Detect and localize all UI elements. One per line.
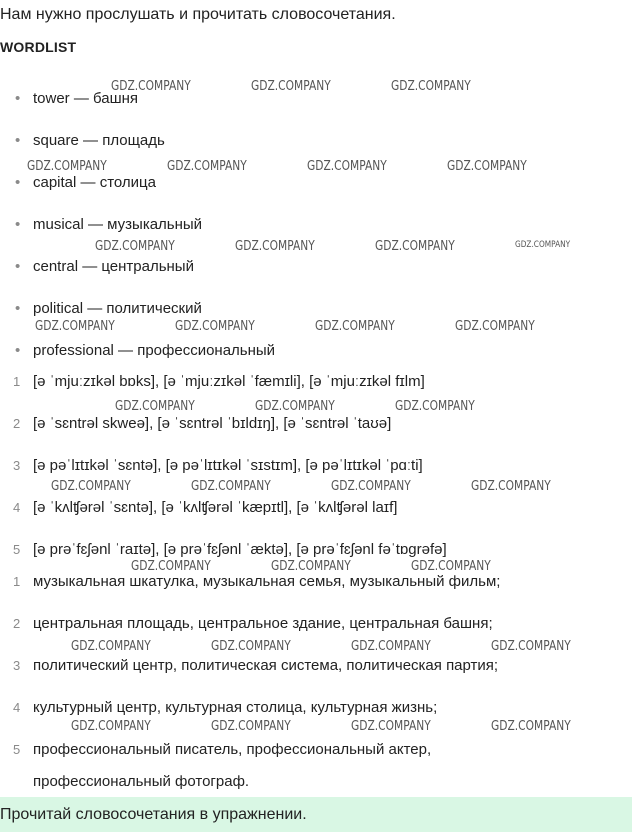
transcription-text: [ə pəˈlɪtɪkəl ˈsɛntə], [ə pəˈlɪtɪkəl ˈsɪstɪm], [ə pəˈlɪtɪkəl ˈpɑːti] [33, 457, 423, 474]
watermark: GDZ.COMPANY [471, 479, 551, 494]
item-number: 3 [13, 658, 21, 673]
transcription-list [0, 371, 632, 581]
bullet: • [15, 258, 21, 275]
watermark: GDZ.COMPANY [515, 240, 571, 250]
footer-text: Прочитай словосочетания в упражнении. [0, 806, 307, 823]
item-number: 1 [13, 574, 21, 589]
item-number: 2 [13, 616, 21, 631]
transcription-text: [ə prəˈfɛʃənl ˈraɪtə], [ə prəˈfɛʃənl ˈæktə], [ə prəˈfɛʃənl fəˈtɒgrəfə] [33, 541, 447, 558]
item-number: 3 [13, 458, 21, 473]
word-pair: professional — профессиональный [33, 342, 276, 359]
watermark: GDZ.COMPANY [51, 479, 131, 494]
bullet: • [15, 90, 21, 107]
wordlist [0, 88, 632, 382]
watermark: GDZ.COMPANY [395, 399, 475, 414]
list-item [0, 298, 632, 340]
watermark: GDZ.COMPANY [447, 159, 527, 174]
item-number: 4 [13, 500, 21, 515]
bullet: • [15, 174, 21, 191]
translation-text: центральная площадь, центральное здание, центральная башня; [33, 615, 493, 632]
watermark: GDZ.COMPANY [95, 239, 175, 254]
transcription-item [0, 413, 632, 455]
word-pair: capital — столица [33, 174, 156, 191]
watermark: GDZ.COMPANY [175, 319, 255, 334]
transcription-text: [ə ˈsɛntrəl skweə], [ə ˈsɛntrəl ˈbɪldɪŋ], [ə ˈsɛntrəl ˈtaʊə] [33, 415, 392, 432]
watermark: GDZ.COMPANY [491, 719, 571, 734]
translation-text: профессиональный писатель, профессиональный актер, [33, 741, 432, 758]
watermark: GDZ.COMPANY [255, 399, 335, 414]
translation-text: политический центр, политическая система, политическая партия; [33, 657, 499, 674]
translation-item [0, 697, 632, 739]
translation-list [0, 571, 632, 781]
watermark: GDZ.COMPANY [27, 159, 107, 174]
transcription-item [0, 497, 632, 539]
watermark: GDZ.COMPANY [331, 479, 411, 494]
watermark: GDZ.COMPANY [271, 559, 351, 574]
word-pair: musical — музыкальный [33, 216, 203, 233]
bullet: • [15, 300, 21, 317]
watermark: GDZ.COMPANY [211, 639, 291, 654]
watermark: GDZ.COMPANY [251, 79, 331, 94]
watermark: GDZ.COMPANY [167, 159, 247, 174]
watermark: GDZ.COMPANY [491, 639, 571, 654]
transcription-item [0, 455, 632, 497]
list-item [0, 256, 632, 298]
list-item [0, 130, 632, 172]
transcription-text: [ə ˈmjuːzɪkəl bɒks], [ə ˈmjuːzɪkəl ˈfæmɪli], [ə ˈmjuːzɪkəl fɪlm] [33, 373, 425, 390]
list-item [0, 172, 632, 214]
transcription-text: [ə ˈkʌlʧərəl ˈsɛntə], [ə ˈkʌlʧərəl ˈkæpɪtl], [ə ˈkʌlʧərəl laɪf] [33, 499, 398, 516]
intro-text: Нам нужно прослушать и прочитать словосочетания. [0, 6, 396, 23]
item-number: 5 [13, 542, 21, 557]
word-pair: central — центральный [33, 258, 194, 275]
item-number: 4 [13, 700, 21, 715]
item-number: 1 [13, 374, 21, 389]
translation-text: культурный центр, культурная столица, культурная жизнь; [33, 699, 438, 716]
bullet: • [15, 132, 21, 149]
watermark: GDZ.COMPANY [191, 479, 271, 494]
watermark: GDZ.COMPANY [455, 319, 535, 334]
translation-item [0, 655, 632, 697]
watermark: GDZ.COMPANY [315, 319, 395, 334]
watermark: GDZ.COMPANY [131, 559, 211, 574]
transcription-item [0, 371, 632, 413]
word-pair: square — площадь [33, 132, 165, 149]
translation-text: музыкальная шкатулка, музыкальная семья, музыкальный фильм; [33, 573, 501, 590]
word-pair: tower — башня [33, 90, 139, 107]
watermark: GDZ.COMPANY [351, 719, 431, 734]
watermark: GDZ.COMPANY [235, 239, 315, 254]
bullet: • [15, 342, 21, 359]
watermark: GDZ.COMPANY [111, 79, 191, 94]
watermark: GDZ.COMPANY [307, 159, 387, 174]
item-number: 2 [13, 416, 21, 431]
watermark: GDZ.COMPANY [71, 719, 151, 734]
item-number: 5 [13, 742, 21, 757]
watermark: GDZ.COMPANY [71, 639, 151, 654]
list-item [0, 214, 632, 256]
translation-tail: профессиональный фотограф. [33, 773, 250, 790]
bullet: • [15, 216, 21, 233]
watermark: GDZ.COMPANY [375, 239, 455, 254]
word-pair: political — политический [33, 300, 202, 317]
translation-item [0, 571, 632, 613]
translation-item [0, 613, 632, 655]
watermark: GDZ.COMPANY [211, 719, 291, 734]
watermark: GDZ.COMPANY [35, 319, 115, 334]
wordlist-heading: WORDLIST [0, 39, 77, 55]
watermark: GDZ.COMPANY [391, 79, 471, 94]
watermark: GDZ.COMPANY [411, 559, 491, 574]
watermark: GDZ.COMPANY [351, 639, 431, 654]
list-item [0, 88, 632, 130]
watermark: GDZ.COMPANY [115, 399, 195, 414]
footer-banner [0, 797, 632, 832]
